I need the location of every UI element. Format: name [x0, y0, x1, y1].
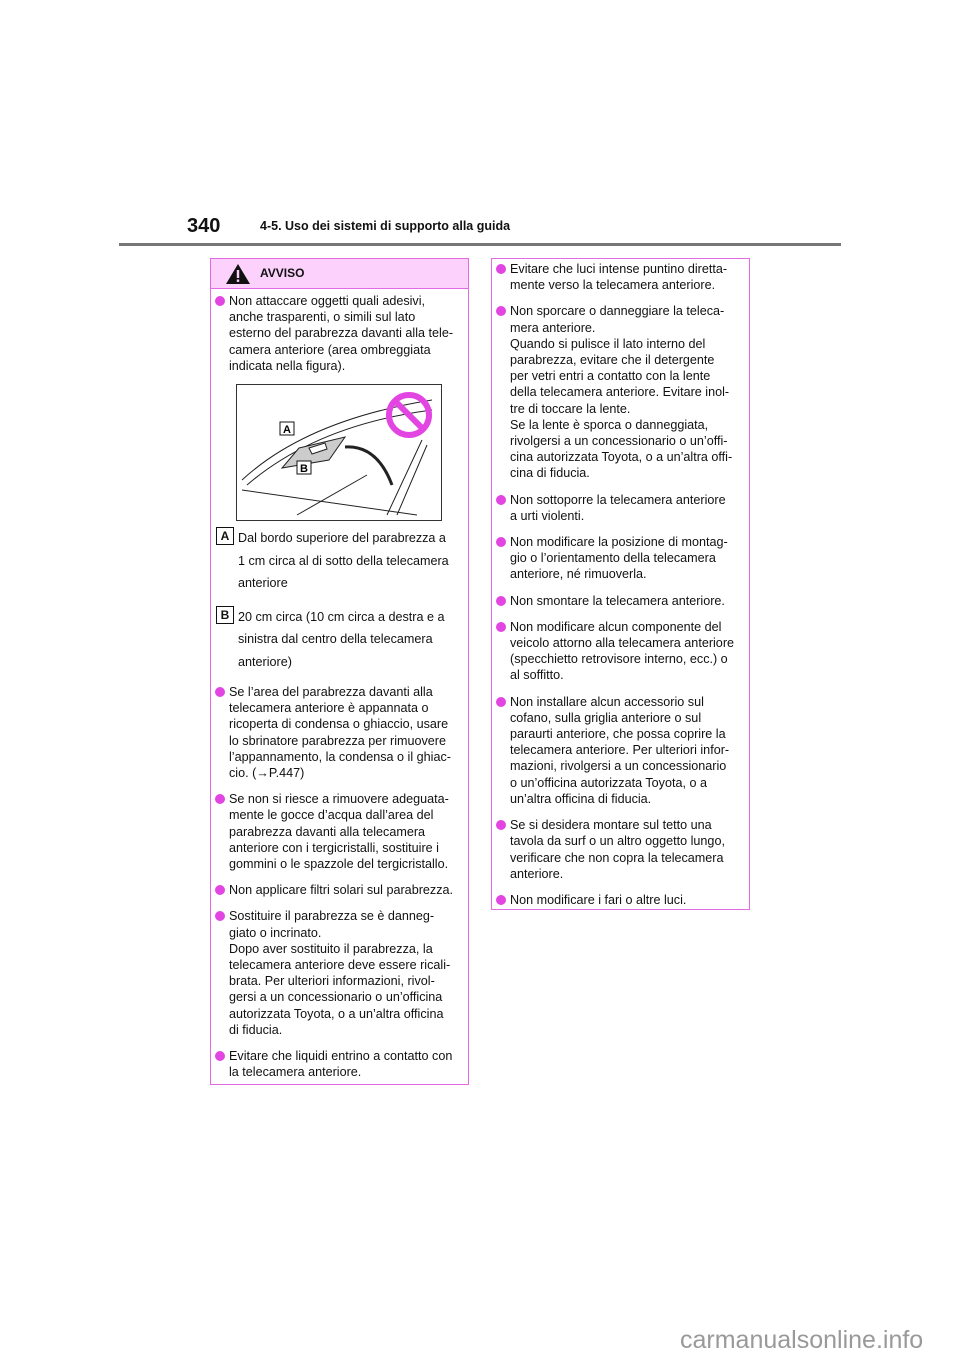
prohibited-icon [389, 395, 429, 435]
list-item [492, 261, 743, 293]
item-text: Non modificare alcun componente del veicolo attorno alla telecamera anteriore (specchietto retrovisore interno, ecc.) o al soffitto. [510, 619, 735, 683]
warning-header [211, 259, 468, 289]
list-item [211, 882, 462, 898]
list-item [492, 492, 743, 524]
list-item [492, 534, 743, 583]
label-a-tag: A [216, 527, 234, 545]
bullet-icon [215, 911, 225, 921]
item-text: Evitare che liquidi entrino a contatto con la telecamera anteriore. [229, 1049, 453, 1080]
item-text: Se l’area del parabrezza davanti alla telecamera anteriore è appannata o ricoperta di condensa o ghiaccio, usare lo sbrinatore parabrezza per rimuovere l’appannamento, la condensa o il ghiac- cio. (→P.447) [229, 685, 451, 781]
item-text: Se non si riesce a rimuovere adeguata- mente le gocce d’acqua dall’area del parabrezza davanti alla telecamera anteriore con i tergicristalli, sostituire i gommini o le spazzole del tergicristallo. [229, 792, 449, 872]
warning-title: AVVISO [260, 266, 305, 280]
item-text: Se si desidera montare sul tetto una tavola da surf o un altro oggetto lungo, verificare che non copra la telecamera anteriore. [510, 818, 725, 881]
item-text: Non modificare i fari o altre luci. [510, 892, 687, 907]
bullet-icon [496, 820, 506, 830]
page-number: 340 [187, 215, 221, 237]
item-text: Non sporcare o danneggiare la teleca- mera anteriore. Quando si pulisce il lato interno del parabrezza, evitare che il detergente per vetri entri a contatto con la lente della telecamera anteriore. Evitare inol- tre di toccare la lente. Se la lente è sporca o danneggiata, rivolgersi a un concessionario o un’offi- cina autorizzata Toyota, o a un’altra offi- cina di fiducia. [510, 304, 733, 481]
item-text: Sostituire il parabrezza se è danneg- giato o incrinato. Dopo aver sostituito il parabrezza, la telecamera anteriore deve essere ricali- brata. Per ulteriori informazioni, rivol- gersi a un concessionario o un’officina autorizzata Toyota, o a un’altra officina di fiducia. [229, 909, 451, 1037]
label-b-description [211, 606, 462, 674]
bullet-icon [496, 596, 506, 606]
item-text: Evitare che luci intense puntino diretta- mente verso la telecamera anteriore. [510, 262, 728, 293]
windshield-camera-figure [236, 384, 442, 521]
bullet-icon [496, 306, 506, 316]
label-text: Dal bordo superiore del parabrezza a 1 cm circa al di sotto della telecamera anteriore [238, 531, 449, 591]
list-item [492, 303, 743, 481]
warning-box-left [210, 258, 469, 1085]
list-item [492, 817, 743, 882]
list-item [211, 791, 462, 872]
list-item [492, 892, 743, 908]
list-item [492, 593, 743, 609]
figure-drawing [237, 385, 441, 520]
list-item [211, 293, 462, 374]
item-text: Non attaccare oggetti quali adesivi, anche trasparenti, o simili sul lato esterno del parabrezza davanti alla tele- camera anteriore (area ombreggiata indicata nella figura). [229, 294, 454, 373]
warning-box-right [491, 258, 750, 910]
item-text: Non smontare la telecamera anteriore. [510, 593, 725, 608]
bullet-icon [496, 495, 506, 505]
figure-label-b: B [300, 463, 308, 476]
bullet-icon [496, 264, 506, 274]
list-item [211, 908, 462, 1038]
watermark: carmanualsonline.info [680, 1326, 924, 1354]
bullet-icon [215, 885, 225, 895]
bullet-icon [215, 296, 225, 306]
bullet-icon [496, 537, 506, 547]
list-item [211, 1048, 462, 1080]
list-item [492, 619, 743, 684]
item-text: Non sottoporre la telecamera anteriore a urti violenti. [510, 492, 726, 523]
header-rule [119, 243, 841, 246]
warning-triangle-icon [226, 264, 250, 284]
bullet-icon [496, 895, 506, 905]
figure-label-a: A [283, 424, 291, 437]
bullet-icon [496, 622, 506, 632]
list-item [211, 684, 462, 781]
item-text: Non modificare la posizione di montag- gio o l’orientamento della telecamera anteriore, né rimuoverla. [510, 535, 728, 582]
bullet-icon [215, 1051, 225, 1061]
bullet-icon [215, 794, 225, 804]
bullet-icon [215, 687, 225, 697]
label-text: 20 cm circa (10 cm circa a destra e a sinistra dal centro della telecamera anteriore) [238, 609, 445, 669]
item-text: Non installare alcun accessorio sul cofano, sulla griglia anteriore o sul paraurti anteriore, che possa coprire la telecamera anteriore. Per ulteriori infor- mazioni, rivolgersi a un concessionario o un’officina autorizzata Toyota, o a un’altra officina di fiducia. [510, 694, 730, 806]
list-item [492, 694, 743, 807]
bullet-icon [496, 697, 506, 707]
label-a-description [211, 527, 462, 595]
label-b-tag: B [216, 606, 234, 624]
item-text: Non applicare filtri solari sul parabrezza. [229, 883, 453, 898]
section-title: 4-5. Uso dei sistemi di supporto alla guida [260, 219, 511, 233]
